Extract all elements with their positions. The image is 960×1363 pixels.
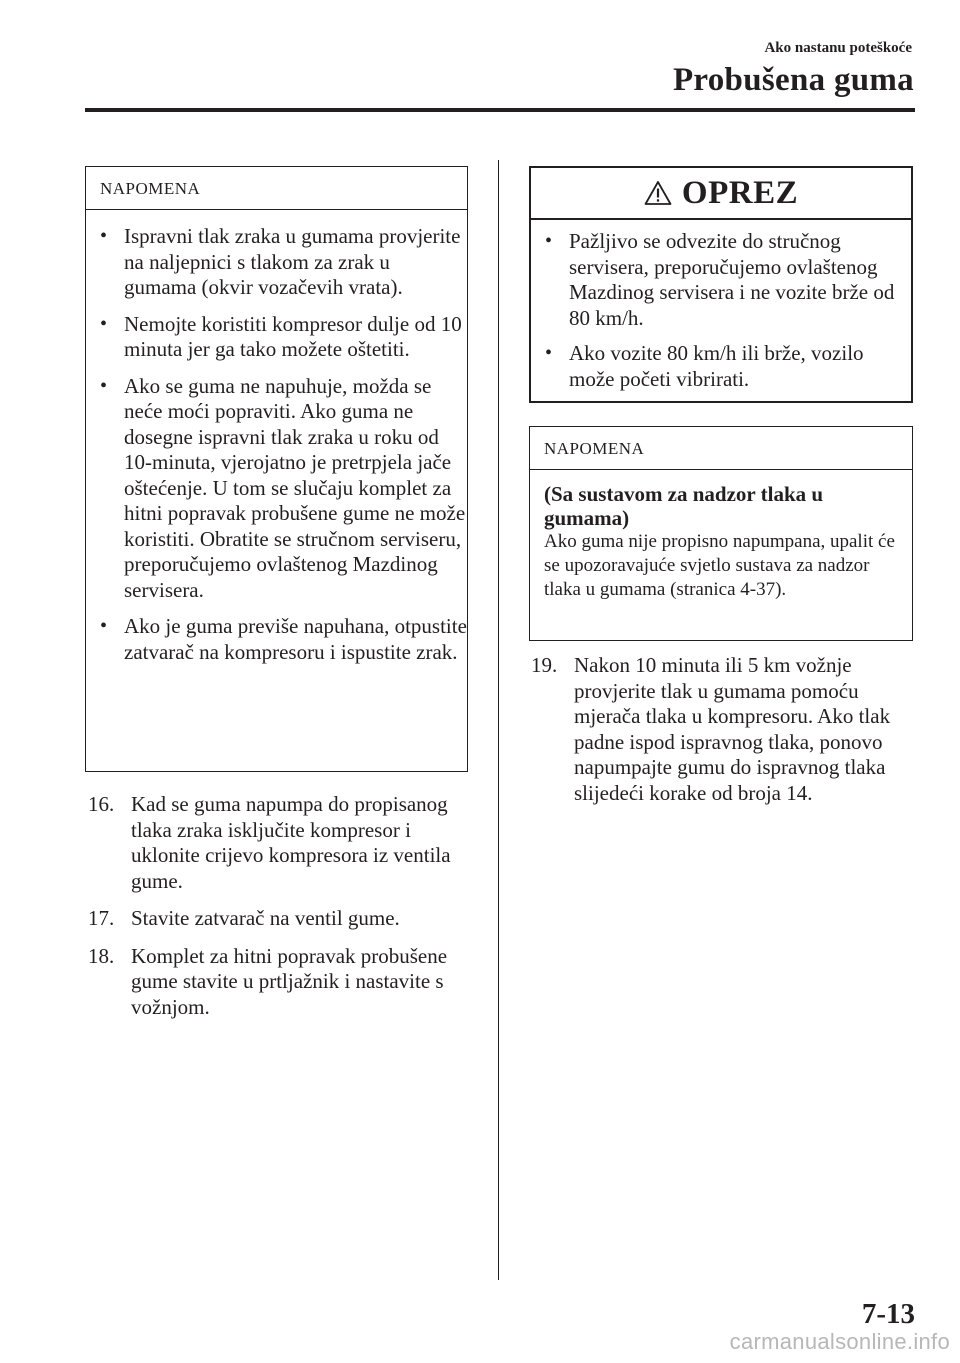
step-number: 17. [88,906,115,930]
steps-list-left [88,792,480,1032]
note-heading: NAPOMENA [530,427,912,470]
caution-heading: OPREZ [681,174,799,211]
step-item [88,792,480,894]
note-bullet: • Ispravni tlak zraka u gumama provjerite na naljepnici s tlakom za zrak u gumama (okvir vozačevih vrata). [86,224,467,301]
note-bullet-list [86,210,467,665]
caution-header [531,168,911,220]
caution-bullet-list [531,220,911,392]
page-title: Probušena guma [672,62,914,98]
note-subheading: (Sa sustavom za nadzor tlaka u gumama) [544,482,824,530]
note-body [530,470,912,602]
header-rule [85,108,915,112]
step-item [88,944,480,1021]
step-text: Stavite zatvarač na ventil gume. [131,906,400,930]
note-bullet: • Nemojte koristiti kompresor dulje od 10 minuta jer ga tako možete oštetiti. [86,312,467,363]
note-bullet: • Ako se guma ne napuhuje, možda se neće moći popraviti. Ako guma ne dosegne ispravni tlak zraka u roku od 10-minuta, vjerojatno je pretrpjela jače oštećenje. U tom se slučaju komplet za hitni popravak probušene gume ne može koristiti. Obratite se stručnom serviseru, preporučujemo ovlaštenog Mazdinog servisera. [86,374,467,604]
note-box-right [529,426,913,641]
step-item [531,653,916,806]
column-divider [498,160,499,1280]
note-heading: NAPOMENA [86,167,467,210]
section-title: Ako nastanu poteškoće [764,40,912,56]
watermark: carmanualsonline.info [729,1329,950,1354]
caution-bullet: • Pažljivo se odvezite do stručnog servisera, preporučujemo ovlaštenog Mazdinog servisera i ne vozite brže od 80 km/h. [531,229,911,331]
step-text: Nakon 10 minuta ili 5 km vožnje provjerite tlak u gumama pomoću mjerača tlaka u kompresoru. Ako tlak padne ispod ispravnog tlaka, ponovo napumpajte gumu do ispravnog tlaka slijedeći korake od broja 14. [574,653,891,805]
step-number: 16. [88,792,115,816]
caution-box [529,166,913,403]
warning-triangle-icon [644,180,672,206]
step-item [88,906,480,932]
step-text: Komplet za hitni popravak probušene gume stavite u prtljažnik i nastavite s vožnjom. [131,943,448,1019]
note-bullet: • Ako je guma previše napuhana, otpustite zatvarač na kompresoru i ispustite zrak. [86,614,467,665]
steps-list-right [531,653,916,818]
caution-bullet: • Ako vozite 80 km/h ili brže, vozilo može početi vibrirati. [531,341,911,392]
step-number: 18. [88,943,115,968]
step-text: Kad se guma napumpa do propisanog tlaka zraka isključite kompresor i uklonite crijevo kompresora iz ventila gume. [131,792,451,893]
page-number: 7-13 [861,1298,915,1330]
step-number: 19. [531,653,558,677]
note-box-left [85,166,468,772]
note-text: Ako guma nije propisno napumpana, upalit će se upozoravajuće svjetlo sustava za nadzor tlaka u gumama (stranica 4-37). [544,531,895,600]
